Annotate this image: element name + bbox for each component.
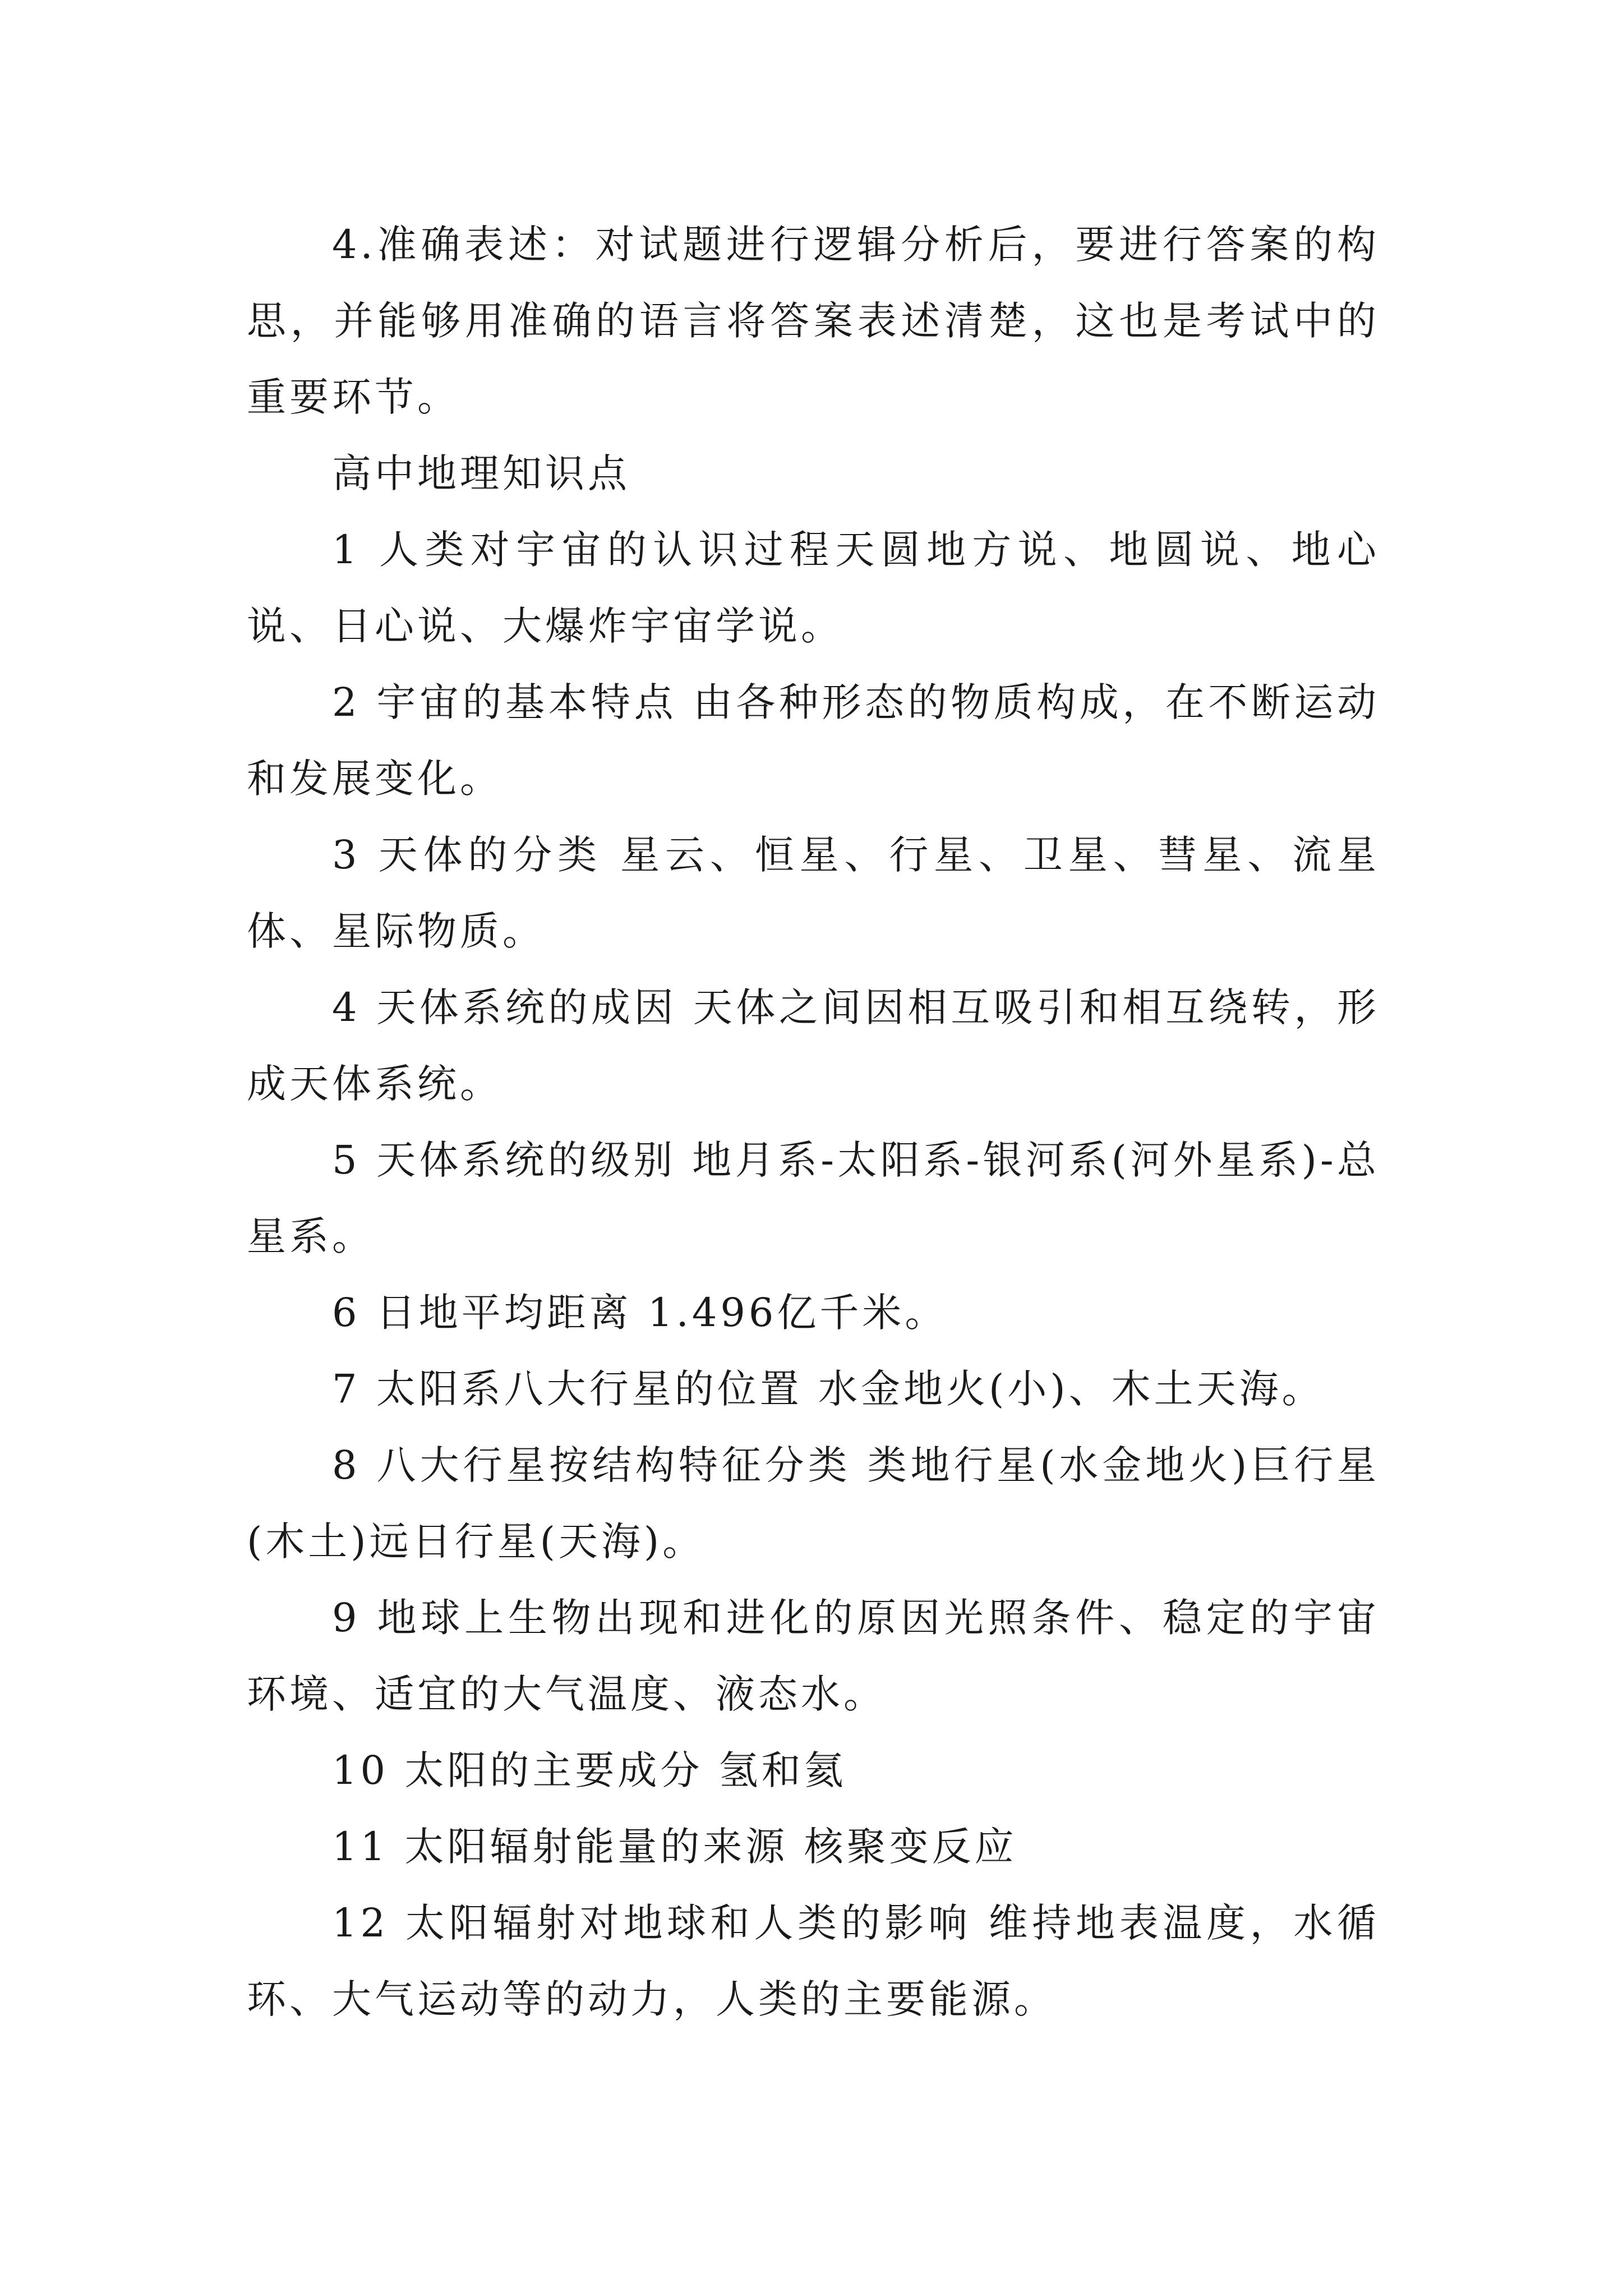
paragraph-item-5: 5 天体系统的级别 地月系-太阳系-银河系(河外星系)-总星系。 [247,1137,1380,1259]
paragraph-item-7: 7 太阳系八大行星的位置 水金地火(小)、木土天海。 [332,1366,1325,1412]
paragraph-item-3: 3 天体的分类 星云、恒星、行星、卫星、彗星、流星体、星际物质。 [247,832,1380,954]
document-body [247,206,1380,2037]
paragraph-item-9: 9 地球上生物出现和进化的原因光照条件、稳定的宇宙环境、适宜的大气温度、液态水。 [247,1595,1380,1717]
paragraph-item-12: 12 太阳辐射对地球和人类的影响 维持地表温度，水循环、大气运动等的动力，人类的主要能源。 [247,1900,1380,2022]
paragraph-item-8: 8 八大行星按结构特征分类 类地行星(水金地火)巨行星(木土)远日行星(天海)。 [247,1442,1380,1565]
paragraph-item-4: 4 天体系统的成因 天体之间因相互吸引和相互绕转，形成天体系统。 [247,984,1380,1107]
paragraph-item-2: 2 宇宙的基本特点 由各种形态的物质构成，在不断运动和发展变化。 [247,679,1380,802]
paragraph-item-1: 1 人类对宇宙的认识过程天圆地方说、地圆说、地心说、日心说、大爆炸宇宙学说。 [247,527,1380,649]
paragraph-item-6: 6 日地平均距离 1.496亿千米。 [332,1290,948,1336]
section-heading: 高中地理知识点 [332,450,630,496]
paragraph-item-10: 10 太阳的主要成分 氢和氦 [332,1747,847,1793]
paragraph-accurate-expression: 4.准确表述：对试题进行逻辑分析后，要进行答案的构思，并能够用准确的语言将答案表述清楚，这也是考试中的重要环节。 [247,222,1380,420]
paragraph-item-11: 11 太阳辐射能量的来源 核聚变反应 [332,1824,1017,1870]
